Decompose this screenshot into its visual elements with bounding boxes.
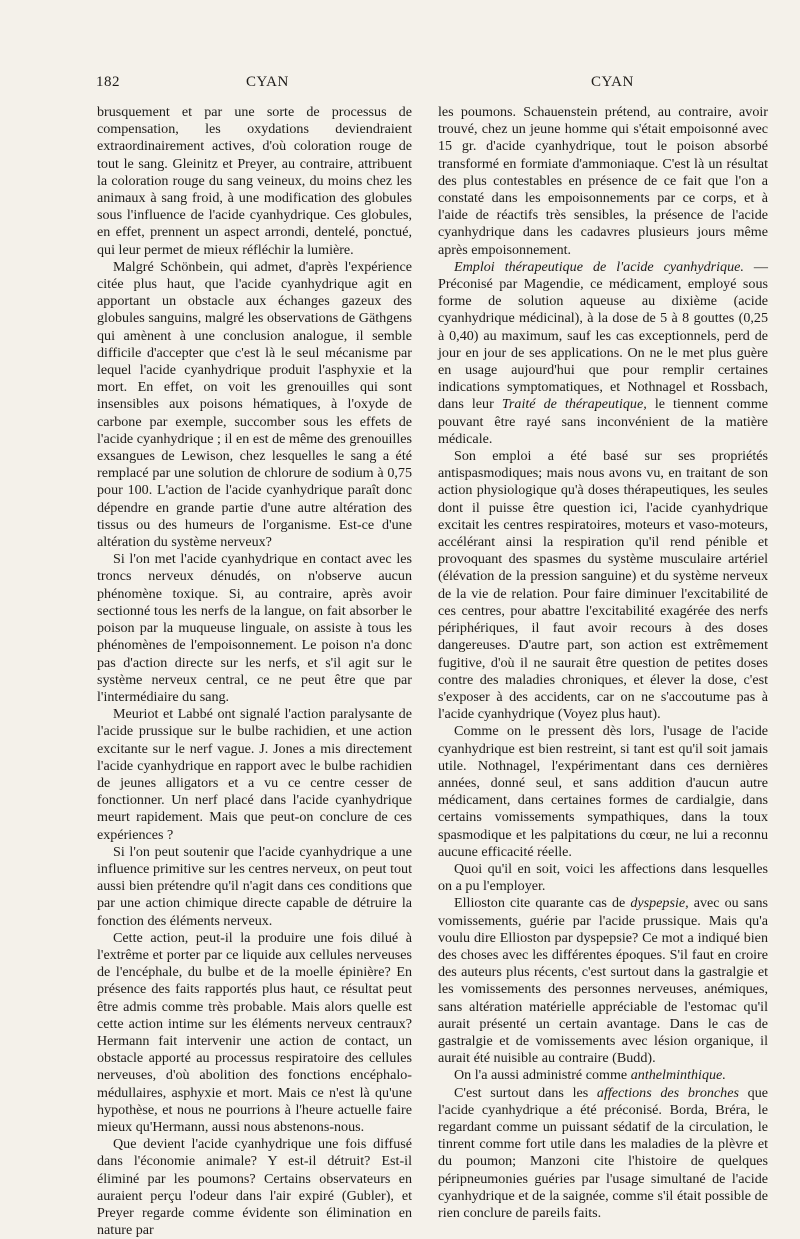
section-heading: Emploi thérapeutique de l'acide cyanhydrique. bbox=[454, 258, 744, 275]
paragraph: Malgré Schönbein, qui admet, d'après l'expérience citée plus haut, que l'acide cyanhydrique agit en apportant un obstacle aux échanges gazeux des globules sanguins, malgré les observations de Gäthgens qui amènent à une conclusion analogue, il semble difficile d'accepter que c'est là le seul mécanisme par lequel l'acide cyanhydrique produit l'asphyxie et la mort. En effet, on voit les grenouilles qui sont insensibles aux poisons hématiques, à l'oxyde de carbone par exemple, succomber sous les effets de l'acide cyanhydrique ; il en est de même des grenouilles exsangues de Lewison, chez lesquelles le sang a été remplacé par une solution de chlorure de sodium à 0,75 pour 100. L'action de l'acide cyanhydrique paraît donc dépendre en grande partie d'une autre altération des tissus ou des humeurs de l'organisme. Est-ce d'une altération du système nerveux? bbox=[97, 258, 412, 551]
right-column bbox=[438, 104, 768, 1222]
term-affections-bronches: affections des bronches bbox=[596, 1084, 739, 1101]
paragraph-anthelminthique: On l'a aussi administré comme anthelminthique. bbox=[454, 1067, 726, 1084]
paragraph-therapeutic-use: Emploi thérapeutique de l'acide cyanhydrique. — Préconisé par Magendie, ce médicament, employé sous forme de solution aqueuse au dixième (acide cyanhydrique médicinal), à la dose de 5 à 8 gouttes (0,25 à 0,40) au maximum, sauf les cas exceptionnels, perd de jour en jour de ses applications. On ne le met plus guère en usage aujourd'hui que pour remplir certaines indications symptomatiques, et Nothnagel et Rossbach, dans leur Traité de thérapeutique, le tiennent comme pouvant être rayé sans inconvénient de la matière médicale. bbox=[438, 258, 768, 447]
left-column bbox=[97, 104, 412, 1239]
paragraph: Quoi qu'il en soit, voici les affections dans lesquelles on a pu l'employer. bbox=[438, 860, 768, 895]
paragraph-bronches: C'est surtout dans les affections des bronches que l'acide cyanhydrique a été préconisé. Borda, Bréra, le regardant comme un puissant sédatif de la circulation, le tinrent comme fort utile dans les maladies de la plèvre et du poumon; Manzoni cite l'histoire de quelques péripneumonies guéries par l'usage simultané de l'acide cyanhydrique et de la saignée, comme s'il était possible de rien conclure de pareils faits. bbox=[438, 1084, 768, 1221]
running-head bbox=[96, 74, 766, 96]
paragraph: Si l'on peut soutenir que l'acide cyanhydrique a une influence primitive sur les centres nerveux, on peut tout aussi bien prétendre qu'il n'agit dans ces conditions que par une action chimique directe capable de détruire la fonction des éléments nerveux. bbox=[97, 843, 412, 929]
right-running-title: CYAN bbox=[591, 74, 634, 90]
paragraph: Son emploi a été basé sur ses propriétés antispasmodiques; mais nous avons vu, en traitant de son action physiologique qu'à doses thérapeutiques, les seules dont il puisse être question ici, l'acide cyanhydrique excitait les centres respiratoires, moteurs et vaso-moteurs, accélérant ainsi la respiration qu'il rend pénible et provoquant des spasmes du système musculaire artériel (élévation de la pression sanguine) et du système nerveux de la vie de relation. Pour faire diminuer l'excitabilité de ces centres, pour abattre l'excitabilité exagérée des nerfs périphériques, il faut avoir recours à des doses dangereuses. D'autre part, son action est extrêmement fugitive, d'où il ne saurait être question de petites doses contre des maladies chroniques, et élever la dose, c'est s'exposer à des accidents, car on ne s'accoutume pas à l'acide cyanhydrique (Voyez plus haut). bbox=[438, 448, 768, 723]
paragraph: Meuriot et Labbé ont signalé l'action paralysante de l'acide prussique sur le bulbe rachidien, et une action excitante sur le nerf vague. J. Jones a mis directement l'acide cyanhydrique en rapport avec le bulbe rachidien de jeunes alligators et a vu ce centre cesser de fonctionner. Un nerf placé dans l'acide cyanhydrique meurt rapidement. Mais que peut-on conclure de ces expériences ? bbox=[97, 706, 412, 843]
term-dyspepsie: dyspepsie, bbox=[630, 895, 689, 912]
left-running-title: CYAN bbox=[246, 74, 289, 90]
paragraph: les poumons. Schauenstein prétend, au contraire, avoir trouvé, chez un jeune homme qui s'était empoisonné avec 15 gr. d'acide cyanhydrique, tout le poison absorbé transformé en formiate d'ammoniaque. C'est là un résultat des plus contestables en présence de ce fait que l'on a constaté dans les empoisonnements par ce corps, et à l'aide de réactifs très sensibles, la présence de l'acide cyanhydrique dans les cadavres plusieurs jours même après empoisonnement. bbox=[438, 104, 768, 258]
paragraph: Si l'on met l'acide cyanhydrique en contact avec les troncs nerveux dénudés, on n'observe aucun phénomène toxique. Si, au contraire, après avoir sectionné tous les nerfs de la langue, on fait absorber le poison par la muqueuse linguale, on assiste à tous les phénomènes de l'empoisonnement. Le poison n'a donc pas d'action directe sur les nerfs, et s'il agit sur le système nerveux central, ce ne peut être que par l'intermédiaire du sang. bbox=[97, 551, 412, 705]
paragraph: Comme on le pressent dès lors, l'usage de l'acide cyanhydrique est bien restreint, si tant est qu'il soit jamais utile. Nothnagel, l'expérimentant dans ces dernières années, donné seul, et sans addition d'aucun autre médicament, dans certaines formes de cardialgie, dans certains vomissements sympathiques, dans la toux spasmodique et les palpitations du cœur, ne lui a reconnu aucune efficacité réelle. bbox=[438, 723, 768, 860]
paragraph: brusquement et par une sorte de processus de compensation, les oxydations deviendraient extraordinairement actives, d'où coloration rouge de tout le sang. Gleinitz et Preyer, au contraire, attribuent la coloration rouge du sang veineux, du moins chez les animaux à sang froid, à une modification des globules sous l'influence de l'acide cyanhydrique. Ces globules, en effet, prennent un aspect arrondi, dentelé, ponctué, qui leur permet de mieux réfléchir la lumière. bbox=[97, 104, 412, 258]
paragraph-dyspepsie: Ellioston cite quarante cas de dyspepsie, avec ou sans vomissements, guérie par l'acide prussique. Mais qu'a voulu dire Ellioston par dyspepsie? Ce mot a indiqué bien des choses avec les différentes époques. S'il faut en croire des auteurs plus récents, c'est surtout dans la gastralgie et les vomissements des personnes nerveuses, anémiques, sans altération matérielle appréciable de l'estomac qu'il aurait présenté un certain avantage. Dans le cas de gastralgie et de vomissements avec lésion organique, il aurait été nuisible au contraire (Budd). bbox=[438, 895, 768, 1067]
term-anthelminthique: anthelminthique. bbox=[630, 1067, 726, 1084]
book-title: Traité de thérapeutique, bbox=[501, 396, 647, 413]
paragraph: Que devient l'acide cyanhydrique une fois diffusé dans l'économie animale? Y est-il détruit? Est-il éliminé par les poumons? Certains observateurs en auraient perçu l'odeur dans l'air expiré (Gubler), et Preyer regarde comme évidente son élimination en nature par bbox=[97, 1136, 412, 1239]
paragraph: Cette action, peut-il la produire une fois dilué à l'extrême et porter par ce liquide aux cellules nerveuses de l'encéphale, du bulbe et de la moelle épinière? En présence des faits rapportés plus haut, ce résultat peut être admis comme très probable. Mais alors quelle est cette action intime sur les éléments nerveux centraux? Hermann fait intervenir une action de contact, un obstacle apporté au processus respiratoire des cellules nerveuses, d'où abolition des fonctions encéphalo-médullaires, asphyxie et mort. Mais ce n'est là qu'une hypothèse, et nous ne pourrions à l'heure actuelle faire mieux qu'Hermann, aussi nous abstenons-nous. bbox=[97, 929, 412, 1135]
page-number: 182 bbox=[96, 74, 120, 90]
